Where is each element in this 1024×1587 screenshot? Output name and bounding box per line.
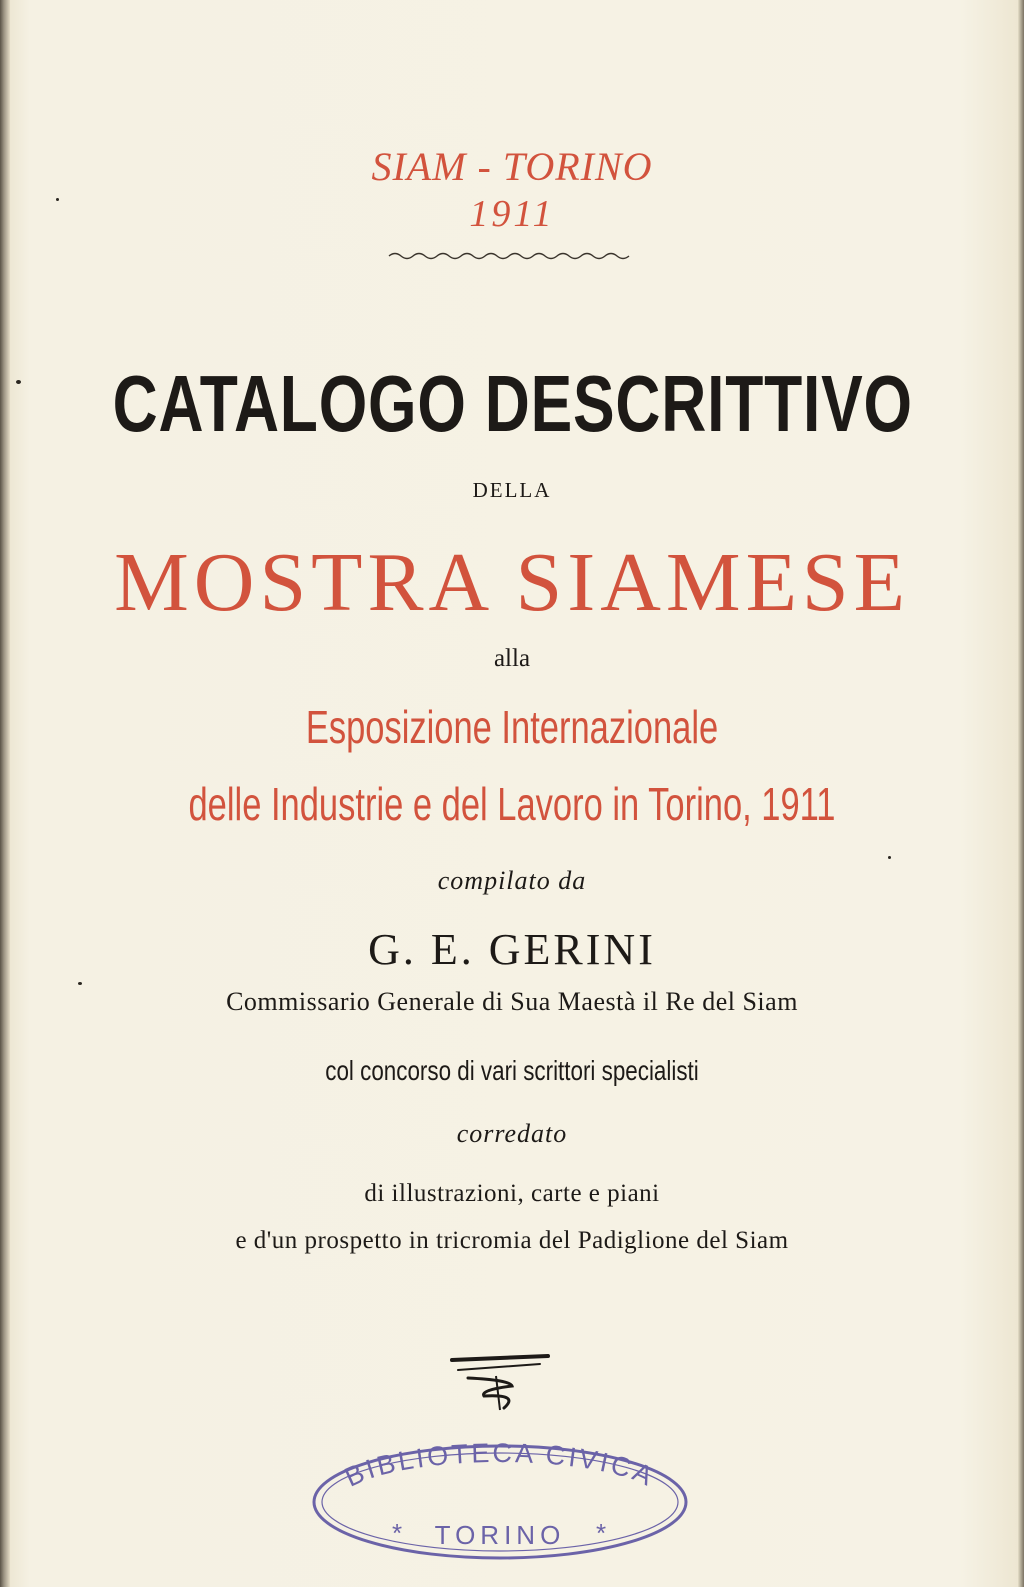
corredato: corredato [456, 1119, 568, 1148]
author-role: Commissario Generale di Sua Maestà il Re del Siam [226, 987, 798, 1016]
title-alla: alla [493, 645, 531, 672]
title-esposizione: Esposizione Internazionale [305, 701, 719, 753]
page-edge-right [1018, 0, 1024, 1587]
title-della: DELLA [472, 478, 552, 502]
title-catalogo-descrittivo: CATALOGO DESCRITTIVO [112, 359, 913, 448]
paper-speck [16, 380, 21, 384]
printer-ornament-icon [440, 1350, 560, 1425]
stamp-top-text: BIBLIOTECA CIVICA [340, 1440, 660, 1493]
header-year: 1911 [469, 193, 555, 235]
author-name: G. E. GERINI [368, 925, 656, 974]
title-mostra-siamese: MOSTRA SIAMESE [114, 536, 910, 629]
contributors-line: col concorso di vari scrittori specialisti [325, 1055, 699, 1086]
prospectus-line: e d'un prospetto in tricromia del Padiglione del Siam [235, 1227, 789, 1254]
stamp-bottom-text: TORINO [434, 1520, 566, 1550]
wavy-rule [0, 248, 1024, 269]
paper-speck [888, 856, 891, 859]
library-stamp [300, 1440, 700, 1570]
illustrations-line: di illustrazioni, carte e piani [364, 1180, 660, 1207]
stamp-star-left: * [392, 1518, 403, 1548]
stamp-star-right: * [596, 1518, 607, 1548]
title-industrie-lavoro: delle Industrie e del Lavoro in Torino, 1911 [188, 778, 836, 830]
paper-speck [78, 982, 82, 985]
page-edge-left [0, 0, 10, 1587]
header-siam-torino: SIAM - TORINO [371, 144, 653, 189]
paper-speck [56, 198, 59, 201]
compiled-by: compilato da [437, 866, 587, 895]
wavy-rule-icon [387, 248, 637, 264]
